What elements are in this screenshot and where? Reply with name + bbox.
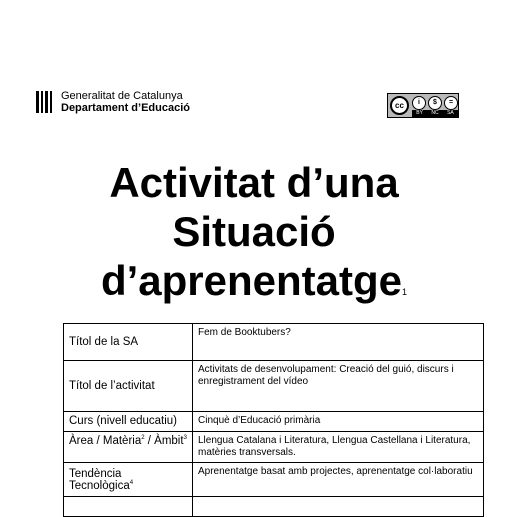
cc-icon: cc [390, 96, 409, 115]
area-footnote-marker: 2 [141, 435, 145, 442]
table-row [64, 497, 484, 517]
row-value-empty [193, 497, 484, 517]
row-label-sa-title: Títol de la SA [64, 324, 193, 361]
tech-footnote-marker: 4 [129, 479, 134, 486]
organization-name [61, 90, 190, 114]
row-label-course: Curs (nivell educatiu) [64, 412, 193, 432]
row-label-tech-trend [64, 463, 193, 497]
table-row [64, 412, 484, 432]
license-label-nc: NC [431, 110, 439, 116]
title-line1: Activitat d’una [109, 159, 399, 206]
table-row [64, 324, 484, 361]
row-value-tech-trend: Aprenentatge basat amb projectes, aprenentatge col·laboratiu [193, 463, 484, 497]
tech-label-text: Tendència Tecnològica [69, 467, 130, 492]
title-footnote-marker: 1 [402, 287, 408, 297]
document-title [0, 158, 508, 317]
area-label-mid: / Àmbit [144, 435, 184, 447]
license-label-sa: SA [447, 110, 454, 116]
row-label-area [64, 432, 193, 463]
header [36, 90, 190, 114]
row-value-course: Cinquè d’Educació primària [193, 412, 484, 432]
area-label-text: Àrea / Matèria [69, 435, 142, 447]
organization-line2: Departament d’Educació [61, 102, 190, 114]
creative-commons-license-icon [387, 93, 459, 118]
generalitat-logo-icon [36, 91, 56, 113]
table-row [64, 361, 484, 412]
sa-icon: = [444, 96, 458, 110]
ambit-footnote-marker: 3 [183, 435, 187, 442]
row-value-area: Llengua Catalana i Literatura, Llengua Castellana i Literatura, matèries transversals. [193, 432, 484, 463]
row-value-activity-title: Activitats de desenvolupament: Creació del guió, discurs i enregistrament del vídeo [193, 361, 484, 412]
row-label-activity-title: Títol de l’activitat [64, 361, 193, 412]
title-line3: d’aprenentatge [100, 257, 403, 304]
title-line2: Situació [172, 208, 336, 255]
license-label-by: BY [416, 110, 423, 116]
by-icon: i [412, 96, 426, 110]
table-row [64, 432, 484, 463]
row-value-sa-title: Fem de Booktubers? [193, 324, 484, 361]
nc-icon: $ [428, 96, 442, 110]
row-label-empty [64, 497, 193, 517]
organization-line1: Generalitat de Catalunya [61, 90, 183, 102]
activity-info-table [63, 323, 484, 517]
table-row [64, 463, 484, 497]
